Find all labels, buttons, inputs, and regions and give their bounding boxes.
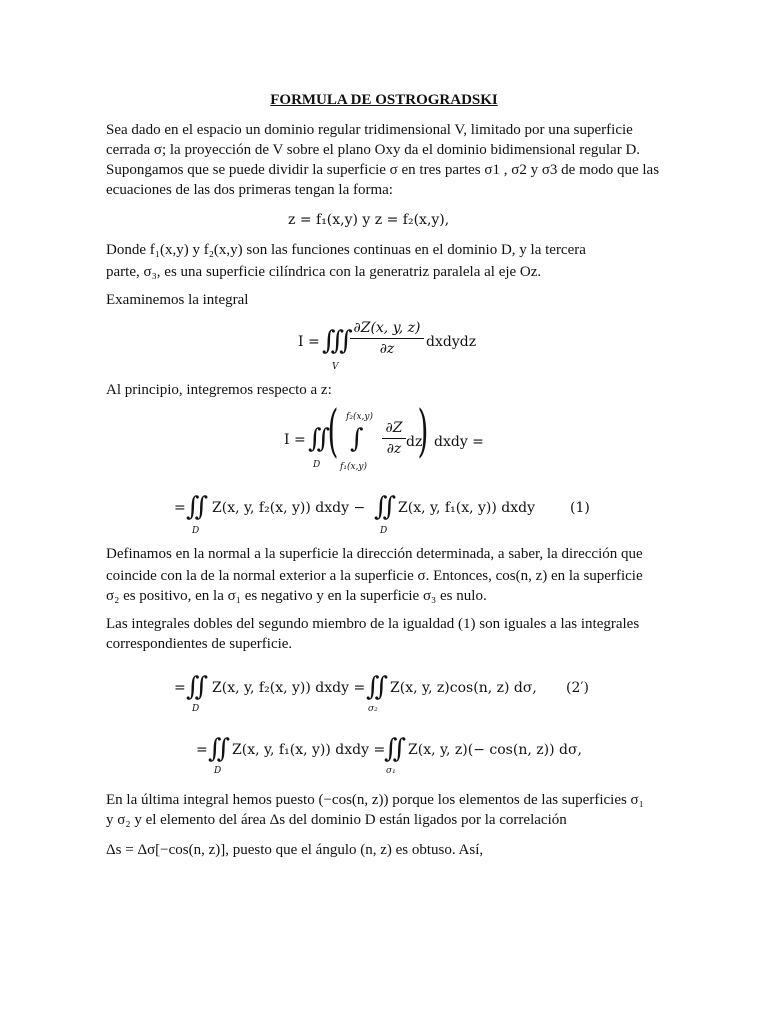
double-integral-sign: ∬ xyxy=(384,734,407,764)
paragraph-line: Donde f₁(x,y) y f₂(x,y) son las funciones continuas en el dominio D, y la tercera xyxy=(106,242,586,258)
double-integral-sign: ∬ xyxy=(366,672,389,702)
equation-number: (1) xyxy=(570,500,590,516)
fraction-denominator: ∂z xyxy=(379,341,395,357)
inner-integral-sign: ∫ xyxy=(350,424,364,454)
integral-domain: D xyxy=(214,766,222,776)
fraction-numerator: ∂Z(x, y, z) xyxy=(353,320,421,336)
equals-sign: = xyxy=(196,742,208,758)
double-integral-sign: ∬ xyxy=(308,424,331,454)
double-integral-sign: ∬ xyxy=(208,734,231,764)
fraction-bar xyxy=(350,338,424,339)
integral-term: Z(x, y, z)(− cos(n, z)) dσ, xyxy=(408,742,582,758)
integral-domain: D xyxy=(192,526,200,536)
paragraph-line: σ₂ es positivo, en la σ₁ es negativo y en la superficie σ₃ es nulo. xyxy=(106,588,487,604)
integral-term: Z(x, y, f₂(x, y)) dxdy − xyxy=(212,500,366,516)
paragraph-line: En la última integral hemos puesto (−cos(n, z)) porque los elementos de las superficies σ₁ xyxy=(106,792,644,808)
paragraph-line: Examinemos la integral xyxy=(106,292,249,308)
triple-integral-sign: ∭ xyxy=(322,326,353,356)
integral-domain: V xyxy=(332,362,339,372)
paragraph-line: Δs = Δσ[−cos(n, z)], puesto que el ángulo (n, z) es obtuso. Así, xyxy=(106,842,484,858)
equation-lhs: I = xyxy=(284,432,306,448)
page-title: FORMULA DE OSTROGRADSKI xyxy=(270,92,498,108)
paragraph-line: correspondientes de superficie. xyxy=(106,636,293,652)
differential: dz xyxy=(406,434,423,450)
integral-term: Z(x, y, z)cos(n, z) dσ, xyxy=(390,680,537,696)
double-integral-sign: ∬ xyxy=(374,492,397,522)
differential: dxdydz xyxy=(426,334,477,350)
paragraph-line: cerrada σ; la proyección de V sobre el plano Oxy da el dominio bidimensional regular D. xyxy=(106,142,641,158)
fraction-bar xyxy=(382,438,406,439)
upper-limit: f₂(x,y) xyxy=(346,412,373,422)
equation-tail: dxdy = xyxy=(434,434,484,450)
equation-number: (2′) xyxy=(566,680,590,696)
equation-z-forms: z = f₁(x,y) y z = f₂(x,y), xyxy=(288,212,450,228)
paragraph-line: ecuaciones de las dos primeras tengan la forma: xyxy=(106,182,393,198)
fraction xyxy=(382,420,406,457)
paragraph-line: Al principio, integremos respecto a z: xyxy=(106,382,332,398)
right-parenthesis: ) xyxy=(417,399,429,464)
integral-domain: D xyxy=(380,526,388,536)
double-integral-sign: ∬ xyxy=(186,672,209,702)
integral-domain: D xyxy=(192,704,200,714)
integral-domain: σ₁ xyxy=(386,766,396,776)
double-integral-sign: ∬ xyxy=(186,492,209,522)
paragraph-line: Definamos en la normal a la superficie la dirección determinada, a saber, la dirección que xyxy=(106,546,643,562)
paragraph-line: Sea dado en el espacio un dominio regular tridimensional V, limitado por una superficie xyxy=(106,122,633,138)
integral-term: Z(x, y, f₂(x, y)) dxdy = xyxy=(212,680,366,696)
integral-term: Z(x, y, f₁(x, y)) dxdy xyxy=(398,500,535,516)
lower-limit: f₁(x,y) xyxy=(340,462,367,472)
paragraph-line: Supongamos que se puede dividir la superficie σ en tres partes σ1 , σ2 y σ3 de modo que las xyxy=(106,162,660,178)
paragraph-line: Las integrales dobles del segundo miembro de la igualdad (1) son iguales a las integrales xyxy=(106,616,640,632)
fraction-numerator: ∂Z xyxy=(385,420,403,436)
paragraph-line: parte, σ₃, es una superficie cilíndrica con la generatriz paralela al eje Oz. xyxy=(106,264,542,280)
equals-sign: = xyxy=(174,500,186,516)
fraction-denominator: ∂z xyxy=(386,441,402,457)
integral-term: Z(x, y, f₁(x, y)) dxdy = xyxy=(232,742,386,758)
equation-lhs: I = xyxy=(298,334,320,350)
equals-sign: = xyxy=(174,680,186,696)
fraction xyxy=(350,320,424,357)
left-parenthesis: ( xyxy=(327,399,339,464)
paragraph-line: coincide con la de la normal exterior a la superficie σ. Entonces, cos(n, z) en la superficie xyxy=(106,568,643,584)
integral-domain: σ₂ xyxy=(368,704,378,714)
paragraph-line: y σ₂ y el elemento del área Δs del dominio D están ligados por la correlación xyxy=(106,812,567,828)
integral-domain: D xyxy=(313,460,321,470)
